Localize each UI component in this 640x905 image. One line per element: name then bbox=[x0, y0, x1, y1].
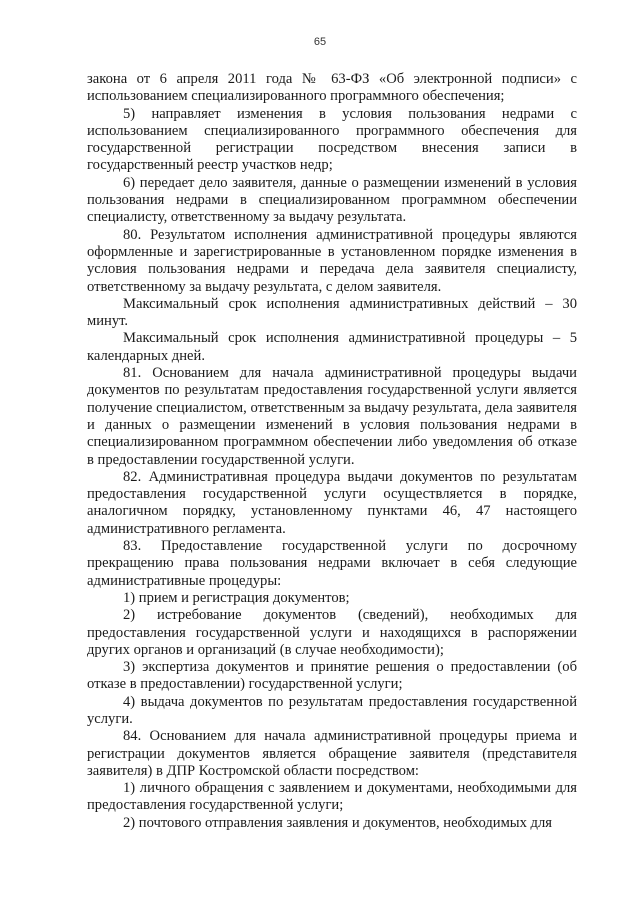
paragraph: 3) экспертиза документов и принятие решения о предоставлении (об отказе в предоставлении) государственной услуги; bbox=[87, 659, 577, 693]
paragraph: 84. Основанием для начала административной процедуры приема и регистрации документов является обращение заявителя (представителя заявителя) в ДПР Костромской области посредством: bbox=[87, 728, 577, 779]
paragraph: 80. Результатом исполнения административной процедуры являются оформленные и зарегистрированные в установленном порядке изменения в условия пользования недрами и передача дела заявителя специалисту, ответственному за выдачу результата, с делом заявителя. bbox=[87, 226, 577, 295]
paragraph: Максимальный срок исполнения административных действий – 30 минут. bbox=[87, 295, 577, 330]
paragraph: 6) передает дело заявителя, данные о размещении изменений в условия пользования недрами в специализированном программном обеспечении специалисту, ответственному за выдачу результата. bbox=[87, 174, 577, 226]
document-body bbox=[87, 71, 577, 832]
paragraph: 1) личного обращения с заявлением и документами, необходимыми для предоставления государственной услуги; bbox=[87, 780, 577, 814]
paragraph: 83. Предоставление государственной услуги по досрочному прекращению права пользования недрами включает в себя следующие административные процедуры: bbox=[87, 538, 577, 589]
paragraph: 81. Основанием для начала административной процедуры выдачи документов по результатам предоставления государственной услуги является получение специалистом, ответственным за выдачу результата, дела заявителя и данных о размещении изменений в условия пользования недрами в специализированном программном обеспечении либо уведомления об отказе в предоставлении государственной услуги. bbox=[87, 365, 577, 468]
paragraph: 2) почтового отправления заявления и документов, необходимых для bbox=[123, 814, 552, 831]
paragraph: 1) прием и регистрация документов; bbox=[123, 589, 350, 606]
paragraph: закона от 6 апреля 2011 года № 63-ФЗ «Об электронной подписи» с использованием специализированного программного обеспечения; bbox=[87, 71, 577, 105]
paragraph: 82. Административная процедура выдачи документов по результатам предоставления государственной услуги осуществляется в порядке, аналогичном порядку, установленному пунктами 46, 47 настоящего административного регламента. bbox=[87, 468, 577, 537]
paragraph: Максимальный срок исполнения административной процедуры – 5 календарных дней. bbox=[87, 330, 577, 364]
page-number: 65 bbox=[313, 36, 327, 48]
paragraph: 5) направляет изменения в условия пользования недрами с использованием специализированного программного обеспечения для государственной регистрации посредством внесения записи в государственный реестр участков недр; bbox=[87, 105, 577, 174]
paragraph: 4) выдача документов по результатам предоставления государственной услуги. bbox=[87, 693, 577, 727]
paragraph: 2) истребование документов (сведений), необходимых для предоставления государственной услуги и находящихся в распоряжении других органов и организаций (в случае необходимости); bbox=[87, 607, 577, 658]
